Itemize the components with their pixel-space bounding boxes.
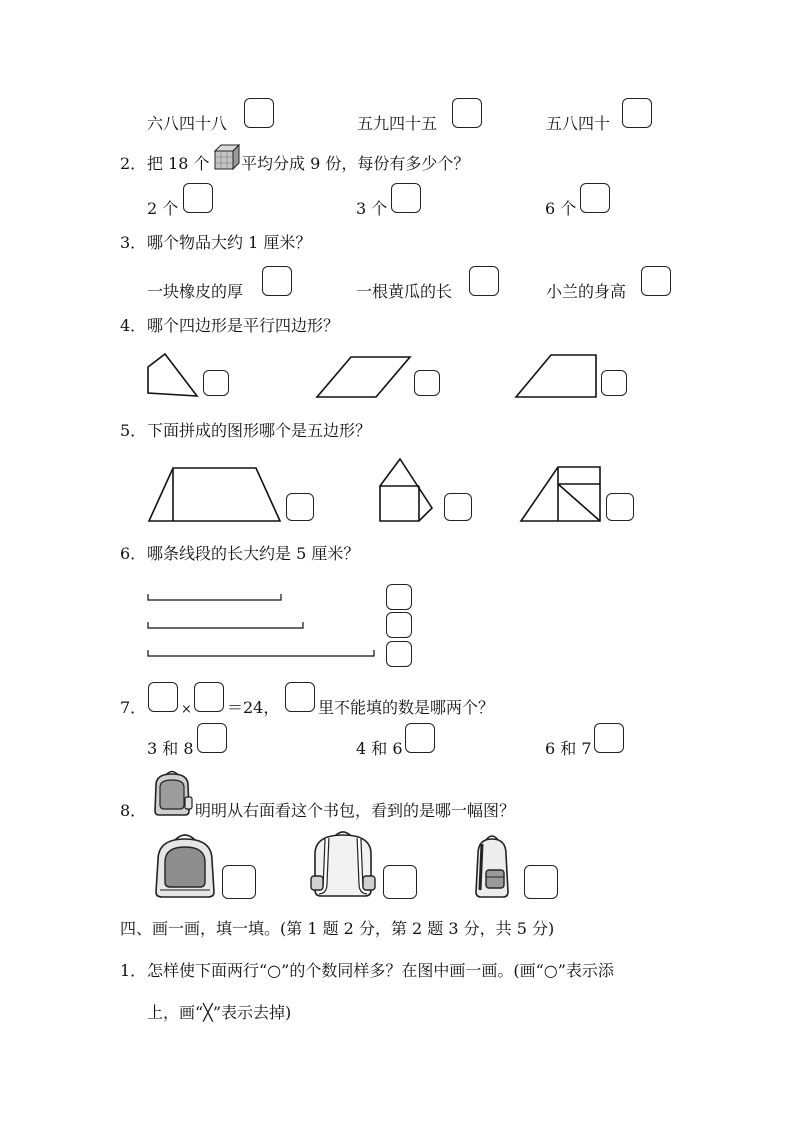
- q6-answer-box-c[interactable]: [386, 641, 412, 667]
- q8-answer-box-c[interactable]: [524, 865, 558, 899]
- q5-shape-pentagon-composite: [377, 456, 437, 524]
- q7-answer-box-a[interactable]: [197, 723, 227, 753]
- q1-answer-box-b[interactable]: [452, 98, 482, 128]
- q7-question: 里不能填的数是哪两个？: [318, 698, 495, 717]
- q6-segment-c: [146, 646, 378, 658]
- q3-option-b: 一根黄瓜的长: [356, 282, 453, 301]
- q7-factor-box-1[interactable]: [148, 682, 178, 712]
- q3-number: 3．: [120, 233, 147, 252]
- q8-answer-box-a[interactable]: [222, 865, 256, 899]
- q5-shape-trapezoid-composite: [147, 466, 283, 524]
- q6-segment-a: [146, 590, 286, 602]
- q8-backpack-back-view: [305, 828, 381, 900]
- q7-option-b: 4 和 6: [356, 739, 403, 758]
- q2-number: 2．: [120, 154, 147, 173]
- q7-answer-box-c[interactable]: [594, 723, 624, 753]
- q8-text: 明明从右面看这个书包，看到的是哪一幅图？: [195, 801, 516, 820]
- q5-answer-box-b[interactable]: [444, 493, 472, 521]
- q4-number: 4．: [120, 316, 147, 335]
- q6-answer-box-a[interactable]: [386, 584, 412, 610]
- q2-suffix: 平均分成 9 份，每份有多少个？: [241, 154, 470, 173]
- q4-answer-box-c[interactable]: [601, 370, 627, 396]
- q5-number: 5．: [120, 421, 147, 440]
- q3-option-a: 一块橡皮的厚: [147, 282, 244, 301]
- q7-times-sign: ×: [181, 702, 192, 717]
- q3-answer-box-c[interactable]: [641, 266, 671, 296]
- q7-reference-box: [285, 682, 315, 712]
- q2-option-b: 3 个: [356, 199, 388, 218]
- q1-answer-box-a[interactable]: [244, 98, 274, 128]
- q1-option-b: 五九四十五: [357, 114, 438, 133]
- cube-icon: [213, 143, 241, 171]
- q5-text: 下面拼成的图形哪个是五边形？: [147, 421, 372, 440]
- q2-option-c: 6 个: [545, 199, 577, 218]
- q7-option-a: 3 和 8: [147, 739, 194, 758]
- q5-shape-triangle-square-composite: [519, 464, 603, 524]
- q3-answer-box-a[interactable]: [262, 266, 292, 296]
- q8-number: 8．: [120, 801, 147, 820]
- q4-shape-irregular-quadrilateral: [145, 350, 205, 400]
- q7-number: 7．: [120, 698, 147, 717]
- q1-option-a: 六八四十八: [147, 114, 228, 133]
- q3-option-c: 小兰的身高: [546, 282, 627, 301]
- q4-shape-parallelogram: [316, 354, 416, 400]
- q6-text: 哪条线段的长大约是 5 厘米？: [147, 544, 360, 563]
- q5-answer-box-c[interactable]: [606, 493, 634, 521]
- q4-text: 哪个四边形是平行四边形？: [147, 316, 340, 335]
- q8-backpack-side-view: [470, 830, 516, 900]
- q2-answer-box-b[interactable]: [391, 183, 421, 213]
- q7-option-c: 6 和 7: [545, 739, 592, 758]
- q2-answer-box-a[interactable]: [183, 183, 213, 213]
- q6-segment-b: [146, 618, 308, 630]
- q7-answer-box-b[interactable]: [405, 723, 435, 753]
- q7-equation-tail: ＝24，: [227, 698, 280, 717]
- section4-q1-line1: 怎样使下面两行“○”的个数同样多？在图中画一画。(画“○”表示添: [147, 961, 614, 980]
- q3-answer-box-b[interactable]: [469, 266, 499, 296]
- q2-prefix: 把 18 个: [147, 154, 210, 173]
- q4-answer-box-b[interactable]: [414, 370, 440, 396]
- q8-backpack-front-view: [150, 830, 220, 900]
- section4-q1-number: 1．: [120, 961, 147, 980]
- q4-answer-box-a[interactable]: [203, 370, 229, 396]
- q5-answer-box-a[interactable]: [286, 493, 314, 521]
- q6-number: 6．: [120, 544, 147, 563]
- q4-shape-trapezoid: [514, 352, 600, 400]
- q2-option-a: 2 个: [147, 199, 179, 218]
- backpack-icon: [150, 769, 194, 817]
- section4-heading: 四、画一画，填一填。(第 1 题 2 分，第 2 题 3 分，共 5 分): [120, 919, 555, 938]
- q3-text: 哪个物品大约 1 厘米？: [147, 233, 312, 252]
- section4-q1-line2: 上，画“╳”表示去掉): [147, 1003, 292, 1022]
- q8-answer-box-b[interactable]: [383, 865, 417, 899]
- q1-answer-box-c[interactable]: [622, 98, 652, 128]
- q7-factor-box-2[interactable]: [194, 682, 224, 712]
- q6-answer-box-b[interactable]: [386, 612, 412, 638]
- q2-answer-box-c[interactable]: [580, 183, 610, 213]
- q1-option-c: 五八四十: [546, 114, 611, 133]
